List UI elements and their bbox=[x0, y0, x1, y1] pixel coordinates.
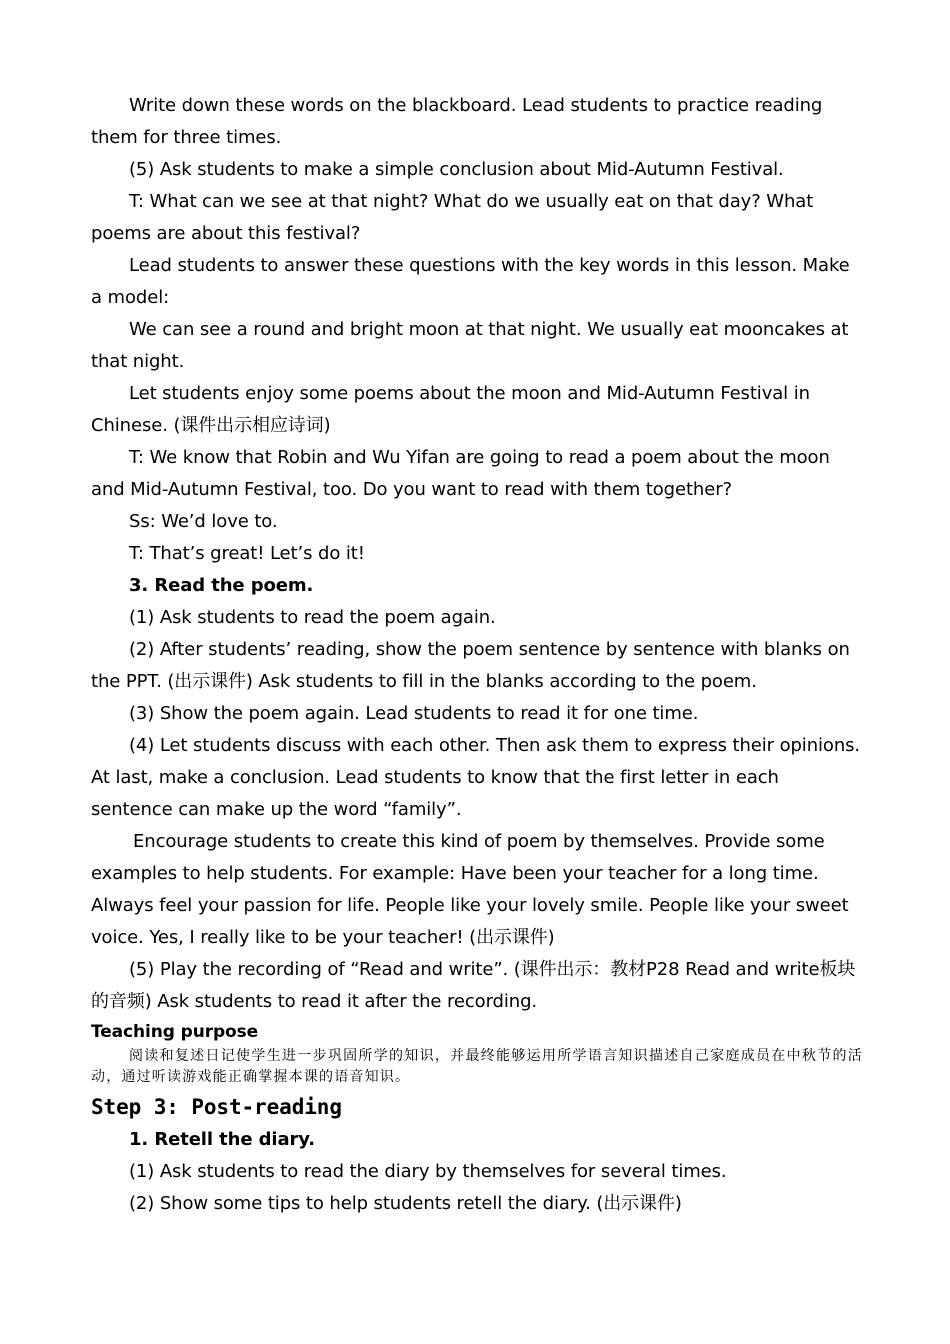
step3-heading: Step 3: Post-reading bbox=[91, 1095, 342, 1119]
paragraph-conclusion: (5) Ask students to make a simple conclusion about Mid-Autumn Festival. bbox=[129, 159, 784, 180]
subheading-retell-diary: 1. Retell the diary. bbox=[129, 1129, 316, 1150]
paragraph-step-4: (4) Let students discuss with each other. Then ask them to express their opinions. At last, make a conclusion. Lead students to know that the first letter in each sentence can make up the word “family”. bbox=[91, 735, 861, 820]
paragraph-retell-2: (2) Show some tips to help students retell the diary. (出示课件) bbox=[129, 1193, 682, 1214]
paragraph-encourage: Encourage students to create this kind of poem by themselves. Provide some examples to help students. For example: Have been your teacher for a long time. Always feel your passion for life. People like your lovely smile. People like your sweet voice. Yes, I really like to be your teacher! (出示课件) bbox=[91, 831, 849, 948]
paragraph-teacher-questions: T: What can we see at that night? What do we usually eat on that day? What poems are about this festival? bbox=[91, 191, 814, 244]
paragraph-retell-1: (1) Ask students to read the diary by themselves for several times. bbox=[129, 1161, 727, 1182]
paragraph-step-3: (3) Show the poem again. Lead students to read it for one time. bbox=[129, 703, 699, 724]
paragraph-step-5: (5) Play the recording of “Read and write”. (课件出示：教材P28 Read and write板块的音频) Ask students to read it after the recording. bbox=[91, 959, 856, 1012]
paragraph-step-1: (1) Ask students to read the poem again. bbox=[129, 607, 496, 628]
teaching-purpose-note: 阅读和复述日记使学生进一步巩固所学的知识，并最终能够运用所学语言知识描述自己家庭成员在中秋节的活动，通过听读游戏能正确掌握本课的语音知识。 bbox=[91, 1048, 863, 1085]
paragraph-write-words: Write down these words on the blackboard. Lead students to practice reading them for three times. bbox=[91, 95, 823, 148]
teaching-purpose-heading: Teaching purpose bbox=[91, 1022, 259, 1042]
paragraph-students-reply: Ss: We’d love to. bbox=[129, 511, 278, 532]
paragraph-teacher-robin: T: We know that Robin and Wu Yifan are going to read a poem about the moon and Mid-Autumn Festival, too. Do you want to read with them together? bbox=[91, 447, 830, 500]
paragraph-teacher-great: T: That’s great! Let’s do it! bbox=[129, 543, 365, 564]
paragraph-step-2: (2) After students’ reading, show the poem sentence by sentence with blanks on the PPT. (出示课件) Ask students to fill in the blanks according to the poem. bbox=[91, 639, 850, 692]
subheading-read-poem: 3. Read the poem. bbox=[129, 575, 314, 596]
paragraph-model-answer: We can see a round and bright moon at that night. We usually eat mooncakes at that night. bbox=[91, 319, 849, 372]
paragraph-lead-answer: Lead students to answer these questions with the key words in this lesson. Make a model: bbox=[91, 255, 850, 308]
document-body bbox=[91, 90, 863, 1220]
paragraph-enjoy-poems: Let students enjoy some poems about the moon and Mid-Autumn Festival in Chinese. (课件出示相应诗词) bbox=[91, 383, 810, 436]
